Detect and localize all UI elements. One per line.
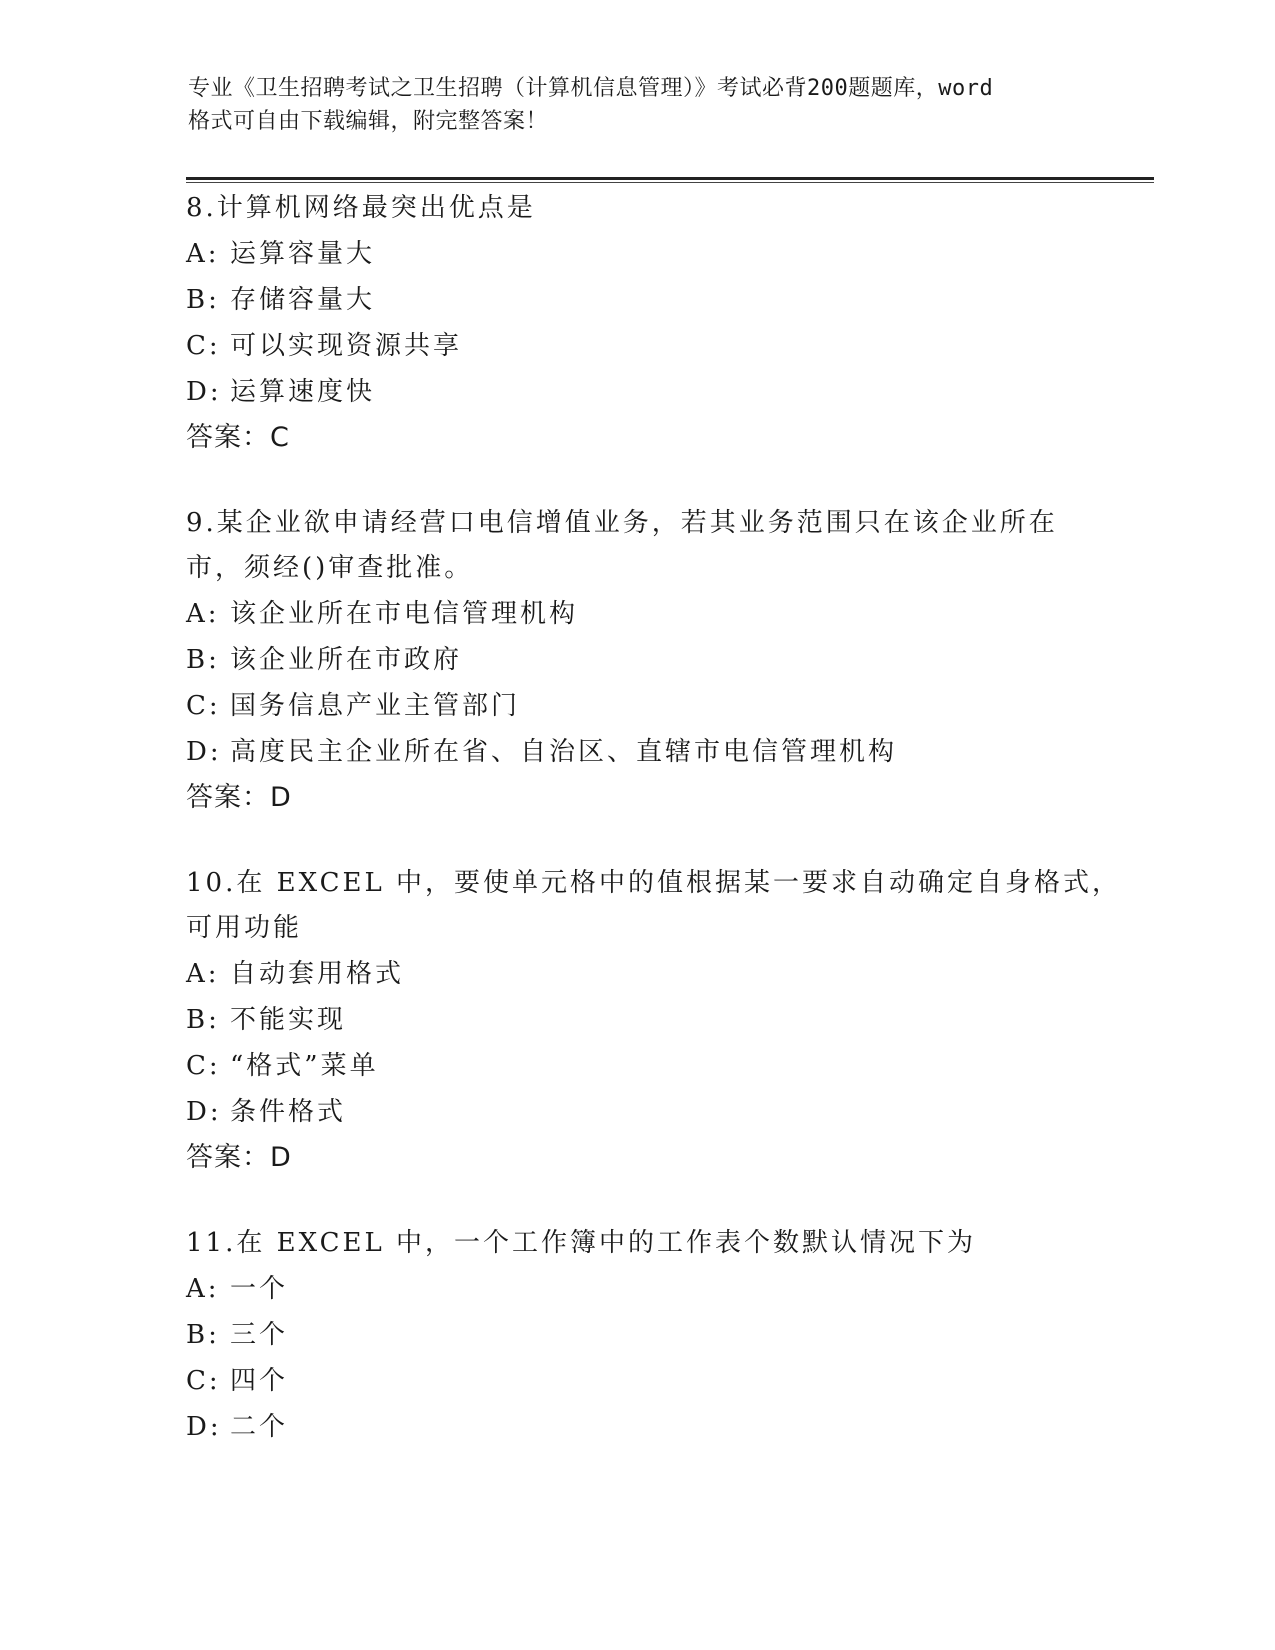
answer-line: 答案：D — [186, 782, 292, 813]
header-divider-thin — [186, 182, 1154, 183]
option-text: 存储容量大 — [230, 285, 376, 315]
option-text: 自动套用格式 — [230, 959, 405, 989]
option-letter: C: — [186, 331, 221, 361]
option-letter: D: — [186, 1412, 222, 1442]
option-a — [186, 1266, 1106, 1312]
question-9 — [186, 501, 1106, 821]
option-c — [186, 1043, 1106, 1089]
document-header — [188, 72, 1108, 138]
option-letter: C: — [186, 1051, 221, 1081]
option-a — [186, 951, 1106, 997]
option-text: 该企业所在市政府 — [230, 645, 463, 675]
option-letter: A: — [186, 599, 220, 629]
option-d — [186, 369, 1106, 415]
option-letter: A: — [186, 1274, 220, 1304]
option-letter: D: — [186, 737, 222, 767]
option-letter: B: — [186, 285, 220, 315]
option-b — [186, 997, 1106, 1043]
option-letter: C: — [186, 691, 221, 721]
option-c — [186, 1358, 1106, 1404]
option-letter: C: — [186, 1366, 221, 1396]
question-text-continued: 市，须经()审查批准。 — [186, 553, 474, 583]
question-11 — [186, 1221, 1106, 1450]
option-letter: A: — [186, 239, 220, 269]
option-text: 可以实现资源共享 — [230, 331, 463, 361]
header-line-2: 格式可自由下载编辑，附完整答案！ — [188, 109, 549, 134]
option-text: 二个 — [230, 1412, 289, 1442]
option-d — [186, 1404, 1106, 1450]
option-text: 条件格式 — [230, 1097, 347, 1127]
option-c — [186, 323, 1106, 369]
question-list — [186, 186, 1122, 1450]
option-text: 高度民主企业所在省、自治区、直辖市电信管理机构 — [230, 737, 898, 767]
question-text-continued: 可用功能 — [186, 913, 303, 943]
option-a — [186, 231, 1106, 277]
question-text: 10.在 EXCEL 中，要使单元格中的值根据某一要求自动确定自身格式， — [186, 868, 1122, 898]
question-spacer — [186, 1181, 1106, 1221]
answer-line: 答案：C — [186, 422, 290, 453]
option-letter: B: — [186, 1005, 220, 1035]
question-text: 8.计算机网络最突出优点是 — [186, 193, 536, 223]
option-d — [186, 1089, 1106, 1135]
option-letter: B: — [186, 645, 220, 675]
option-letter: D: — [186, 1097, 222, 1127]
option-c — [186, 683, 1106, 729]
question-8 — [186, 186, 1106, 461]
option-d — [186, 729, 1106, 775]
option-b — [186, 277, 1106, 323]
header-divider-thick — [186, 177, 1154, 180]
header-line-1: 专业《卫生招聘考试之卫生招聘（计算机信息管理）》考试必背200题题库，word — [188, 76, 994, 101]
option-a — [186, 591, 1106, 637]
option-text: 不能实现 — [230, 1005, 347, 1035]
option-text: 国务信息产业主管部门 — [230, 691, 521, 721]
option-letter: A: — [186, 959, 220, 989]
answer-line: 答案：D — [186, 1142, 292, 1173]
option-text: 运算速度快 — [230, 377, 376, 407]
question-text: 11.在 EXCEL 中，一个工作簿中的工作表个数默认情况下为 — [186, 1228, 977, 1258]
option-letter: D: — [186, 377, 222, 407]
option-text: 四个 — [230, 1366, 289, 1396]
question-text: 9.某企业欲申请经营口电信增值业务，若其业务范围只在该企业所在 — [186, 508, 1058, 538]
option-b — [186, 637, 1106, 683]
option-text: 运算容量大 — [230, 239, 376, 269]
option-text: 三个 — [230, 1320, 289, 1350]
option-b — [186, 1312, 1106, 1358]
option-text: “格式”菜单 — [230, 1051, 379, 1081]
option-text: 一个 — [230, 1274, 289, 1304]
question-spacer — [186, 461, 1106, 501]
question-spacer — [186, 821, 1106, 861]
option-text: 该企业所在市电信管理机构 — [230, 599, 579, 629]
question-10 — [186, 861, 1122, 1181]
option-letter: B: — [186, 1320, 220, 1350]
